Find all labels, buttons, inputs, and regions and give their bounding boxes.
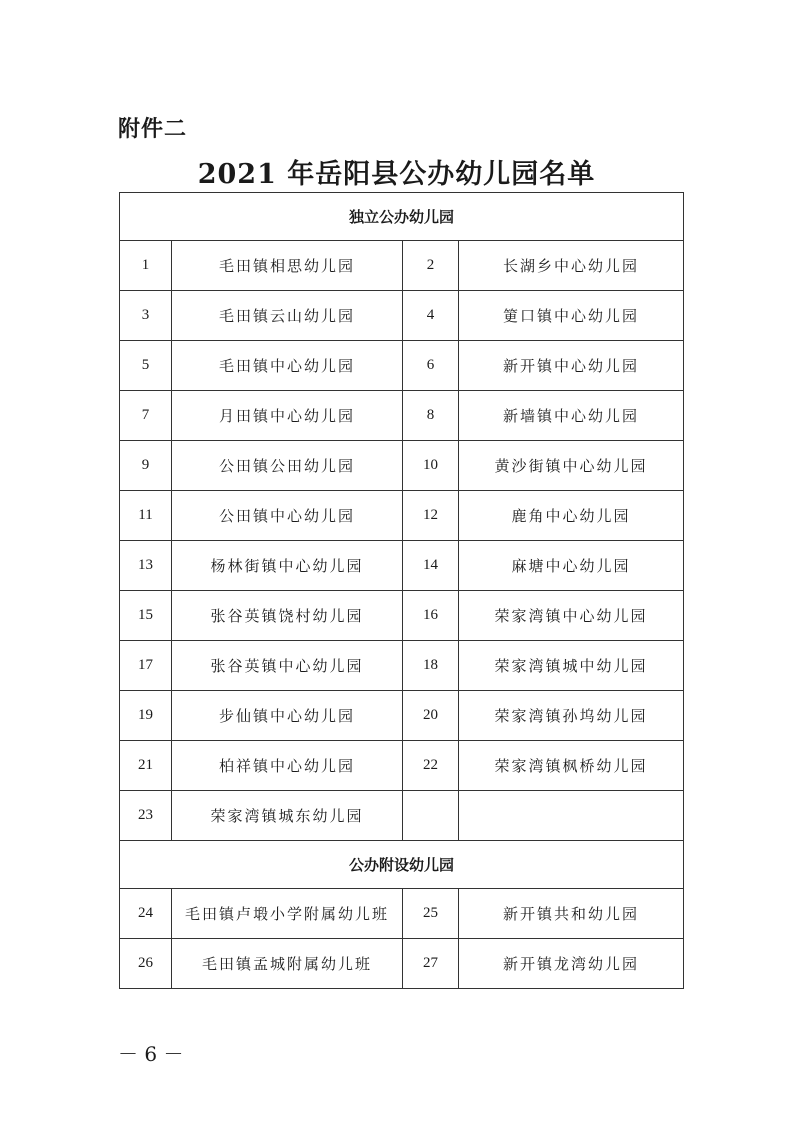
row-number-cell: 21 <box>120 741 172 791</box>
section-heading: 公办附设幼儿园 <box>120 841 684 889</box>
kindergarten-name-cell: 毛田镇中心幼儿园 <box>172 341 403 391</box>
kindergarten-name-cell: 毛田镇云山幼儿园 <box>172 291 403 341</box>
row-number-cell: 26 <box>120 939 172 989</box>
row-number-cell: 13 <box>120 541 172 591</box>
kindergarten-name-cell: 月田镇中心幼儿园 <box>172 391 403 441</box>
table-row <box>120 939 684 989</box>
table-row <box>120 541 684 591</box>
kindergarten-name-cell: 黄沙街镇中心幼儿园 <box>459 441 684 491</box>
kindergarten-name-cell: 新开镇共和幼儿园 <box>459 889 684 939</box>
row-number-cell: 14 <box>403 541 459 591</box>
row-number-cell: 6 <box>403 341 459 391</box>
kindergarten-name-cell: 新开镇中心幼儿园 <box>459 341 684 391</box>
kindergarten-name-cell: 新墙镇中心幼儿园 <box>459 391 684 441</box>
table-row <box>120 741 684 791</box>
kindergarten-name-cell: 麻塘中心幼儿园 <box>459 541 684 591</box>
table-row <box>120 641 684 691</box>
row-number-cell: 20 <box>403 691 459 741</box>
row-number-cell: 9 <box>120 441 172 491</box>
table-row <box>120 491 684 541</box>
kindergarten-name-cell: 鹿角中心幼儿园 <box>459 491 684 541</box>
kindergarten-name-cell: 步仙镇中心幼儿园 <box>172 691 403 741</box>
table-row <box>120 391 684 441</box>
row-number-cell: 24 <box>120 889 172 939</box>
table-row <box>120 889 684 939</box>
row-number-cell: 2 <box>403 241 459 291</box>
table-row <box>120 441 684 491</box>
kindergarten-name-cell: 张谷英镇中心幼儿园 <box>172 641 403 691</box>
kindergarten-name-cell: 荣家湾镇城中幼儿园 <box>459 641 684 691</box>
table-row <box>120 241 684 291</box>
row-number-cell: 22 <box>403 741 459 791</box>
section-header-row <box>120 841 684 889</box>
table-row <box>120 591 684 641</box>
row-number-cell: 18 <box>403 641 459 691</box>
row-number-cell: 11 <box>120 491 172 541</box>
table-row <box>120 791 684 841</box>
kindergarten-name-cell: 荣家湾镇城东幼儿园 <box>172 791 403 841</box>
kindergarten-name-cell: 杨林街镇中心幼儿园 <box>172 541 403 591</box>
section-header-row <box>120 193 684 241</box>
kindergarten-name-cell: 毛田镇孟城附属幼儿班 <box>172 939 403 989</box>
table-row <box>120 691 684 741</box>
row-number-cell: 3 <box>120 291 172 341</box>
row-number-cell: 4 <box>403 291 459 341</box>
row-number-cell: 15 <box>120 591 172 641</box>
kindergarten-name-cell: 公田镇公田幼儿园 <box>172 441 403 491</box>
kindergarten-name-cell: 公田镇中心幼儿园 <box>172 491 403 541</box>
attachment-label: 附件二 <box>118 117 188 142</box>
row-number-cell: 5 <box>120 341 172 391</box>
row-number-cell: 10 <box>403 441 459 491</box>
row-number-cell: 12 <box>403 491 459 541</box>
table-row <box>120 291 684 341</box>
table-row <box>120 341 684 391</box>
row-number-cell: 7 <box>120 391 172 441</box>
row-number-cell: 27 <box>403 939 459 989</box>
kindergarten-name-cell: 长湖乡中心幼儿园 <box>459 241 684 291</box>
row-number-cell: 17 <box>120 641 172 691</box>
kindergarten-name-cell: 柏祥镇中心幼儿园 <box>172 741 403 791</box>
kindergarten-name-cell: 张谷英镇饶村幼儿园 <box>172 591 403 641</box>
row-number-cell: 23 <box>120 791 172 841</box>
document-title: 2021 年岳阳县公办幼儿园名单 <box>197 159 596 190</box>
row-number-cell: 16 <box>403 591 459 641</box>
row-number-cell <box>403 791 459 841</box>
row-number-cell: 1 <box>120 241 172 291</box>
kindergarten-name-cell: 毛田镇卢塅小学附属幼儿班 <box>172 889 403 939</box>
row-number-cell: 25 <box>403 889 459 939</box>
kindergarten-name-cell: 荣家湾镇孙坞幼儿园 <box>459 691 684 741</box>
kindergarten-name-cell: 毛田镇相思幼儿园 <box>172 241 403 291</box>
kindergarten-name-cell: 筻口镇中心幼儿园 <box>459 291 684 341</box>
kindergarten-name-cell: 荣家湾镇枫桥幼儿园 <box>459 741 684 791</box>
kindergarten-name-cell: 新开镇龙湾幼儿园 <box>459 939 684 989</box>
row-number-cell: 8 <box>403 391 459 441</box>
kindergarten-table <box>119 192 684 989</box>
kindergarten-name-cell <box>459 791 684 841</box>
kindergarten-name-cell: 荣家湾镇中心幼儿园 <box>459 591 684 641</box>
page-number: － 6 － <box>118 1042 184 1066</box>
section-heading: 独立公办幼儿园 <box>120 193 684 241</box>
row-number-cell: 19 <box>120 691 172 741</box>
